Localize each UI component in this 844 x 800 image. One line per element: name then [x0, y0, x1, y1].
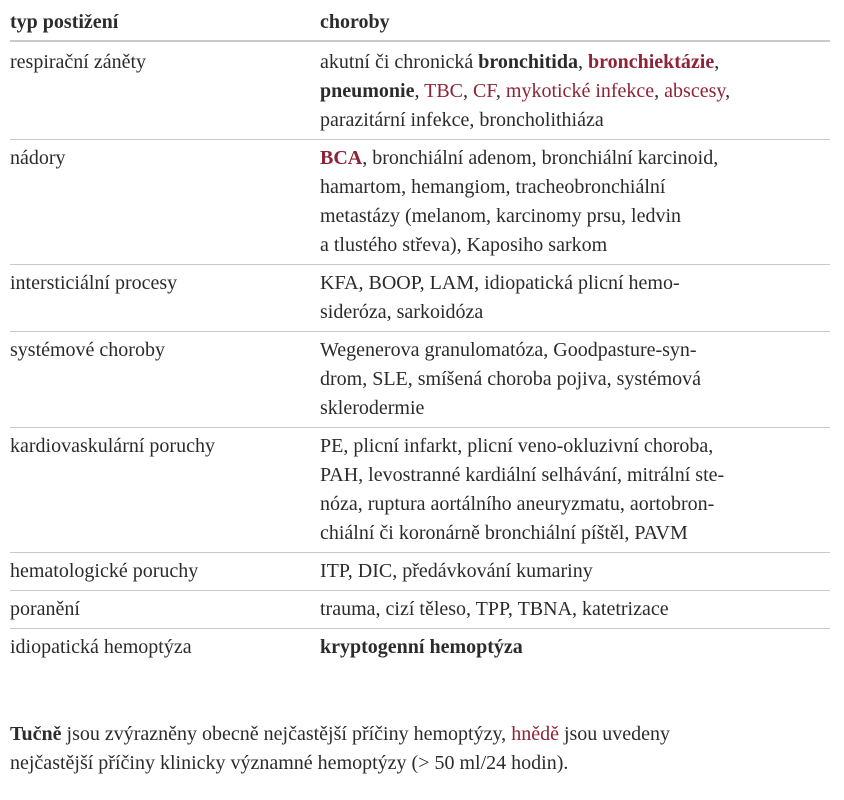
causes-table: [10, 8, 830, 662]
row-type-cell: systémové choroby: [10, 339, 165, 361]
text-line: [320, 269, 830, 298]
table-row: [10, 628, 830, 662]
row-diseases-cell: [320, 432, 830, 548]
row-diseases-cell: [320, 144, 830, 260]
text-segment: sideróza, sarkoidóza: [320, 301, 484, 323]
text-line: [320, 461, 830, 490]
text-segment: , bronchiální adenom, bronchiální karcinoid,: [362, 147, 719, 169]
text-segment: ,: [654, 80, 665, 102]
header-type: typ postižení: [10, 11, 119, 33]
text-segment: ITP, DIC, předávkování kumariny: [320, 560, 593, 582]
text-line: [320, 490, 830, 519]
row-type-cell: respirační záněty: [10, 51, 147, 73]
table-row: [10, 552, 830, 586]
row-diseases-cell: [320, 48, 830, 135]
row-type-cell: nádory: [10, 147, 66, 169]
row-type-cell: kardiovaskulární poruchy: [10, 435, 215, 457]
text-segment: nóza, ruptura aortálního aneuryzmatu, aortobron-: [320, 493, 715, 515]
table-row: [10, 264, 830, 327]
table-header: [10, 8, 830, 38]
text-line: [320, 432, 830, 461]
highlighted-term: kryptogenní hemoptýza: [320, 636, 523, 658]
text-segment: ,: [414, 80, 425, 102]
text-line: [320, 202, 830, 231]
text-segment: ,: [725, 80, 731, 102]
row-type-cell: intersticiální procesy: [10, 272, 178, 294]
highlighted-term: TBC: [424, 80, 464, 102]
text-line: [320, 519, 830, 548]
text-line: [10, 720, 840, 749]
highlighted-term: abscesy: [664, 80, 726, 102]
row-type-cell: idiopatická hemoptýza: [10, 636, 192, 658]
row-diseases-cell: [320, 269, 830, 327]
highlighted-term: CF: [473, 80, 496, 102]
highlighted-term: bronchitida: [478, 51, 578, 73]
text-segment: drom, SLE, smíšená choroba pojiva, systémová: [320, 368, 702, 390]
text-line: [320, 298, 830, 327]
text-segment: PE, plicní infarkt, plicní veno-okluzivní choroba,: [320, 435, 714, 457]
text-segment: Wegenerova granulomatóza, Goodpasture-syn-: [320, 339, 697, 361]
text-line: [320, 336, 830, 365]
highlighted-term: Tučně: [10, 723, 62, 745]
header-rule: [10, 40, 830, 42]
text-line: [320, 77, 830, 106]
text-segment: nejčastější příčiny klinicky významné hemoptýzy (> 50 ml/24 hodin).: [10, 752, 569, 774]
table-row: [10, 139, 830, 260]
text-segment: trauma, cizí těleso, TPP, TBNA, katetrizace: [320, 598, 669, 620]
highlighted-term: hnědě: [511, 723, 559, 745]
row-type-cell: poranění: [10, 598, 80, 620]
highlighted-term: BCA: [320, 147, 363, 169]
text-segment: ,: [577, 51, 588, 73]
text-line: [320, 365, 830, 394]
header-diseases: choroby: [320, 11, 390, 33]
text-line: [320, 595, 830, 624]
table-row: [10, 590, 830, 624]
text-segment: parazitární infekce, broncholithiáza: [320, 109, 604, 131]
text-segment: KFA, BOOP, LAM, idiopatická plicní hemo-: [320, 272, 680, 294]
table-row: [10, 331, 830, 423]
text-segment: a tlustého střeva), Kaposiho sarkom: [320, 234, 608, 256]
text-segment: metastázy (melanom, karcinomy prsu, ledvin: [320, 205, 682, 227]
text-line: [320, 106, 830, 135]
row-diseases-cell: [320, 557, 830, 586]
text-segment: PAH, levostranné kardiální selhávání, mitrální ste-: [320, 464, 725, 486]
table-row: [10, 48, 830, 135]
text-line: [320, 633, 830, 662]
text-segment: akutní či chronická: [320, 51, 479, 73]
table-row: [10, 427, 830, 548]
row-type-cell: hematologické poruchy: [10, 560, 199, 582]
text-segment: hamartom, hemangiom, tracheobronchiální: [320, 176, 666, 198]
text-segment: ,: [463, 80, 474, 102]
text-line: [10, 749, 840, 778]
text-segment: chiální či koronárně bronchiální píštěl, PAVM: [320, 522, 688, 544]
row-diseases-cell: [320, 336, 830, 423]
row-diseases-cell: [320, 633, 830, 662]
highlighted-term: pneumonie: [320, 80, 415, 102]
highlighted-term: mykotické infekce: [505, 80, 655, 102]
highlighted-term: bronchiektázie: [587, 51, 715, 73]
text-line: [320, 231, 830, 260]
text-segment: ,: [495, 80, 506, 102]
row-diseases-cell: [320, 595, 830, 624]
text-segment: sklerodermie: [320, 397, 425, 419]
text-segment: jsou zvýrazněny obecně nejčastější příčiny hemoptýzy,: [61, 723, 512, 745]
text-line: [320, 173, 830, 202]
text-segment: ,: [714, 51, 720, 73]
text-segment: jsou uvedeny: [558, 723, 671, 745]
footnote: [10, 720, 840, 778]
text-line: [320, 144, 830, 173]
text-line: [320, 394, 830, 423]
text-line: [320, 557, 830, 586]
text-line: [320, 48, 830, 77]
table-body: [10, 48, 830, 662]
